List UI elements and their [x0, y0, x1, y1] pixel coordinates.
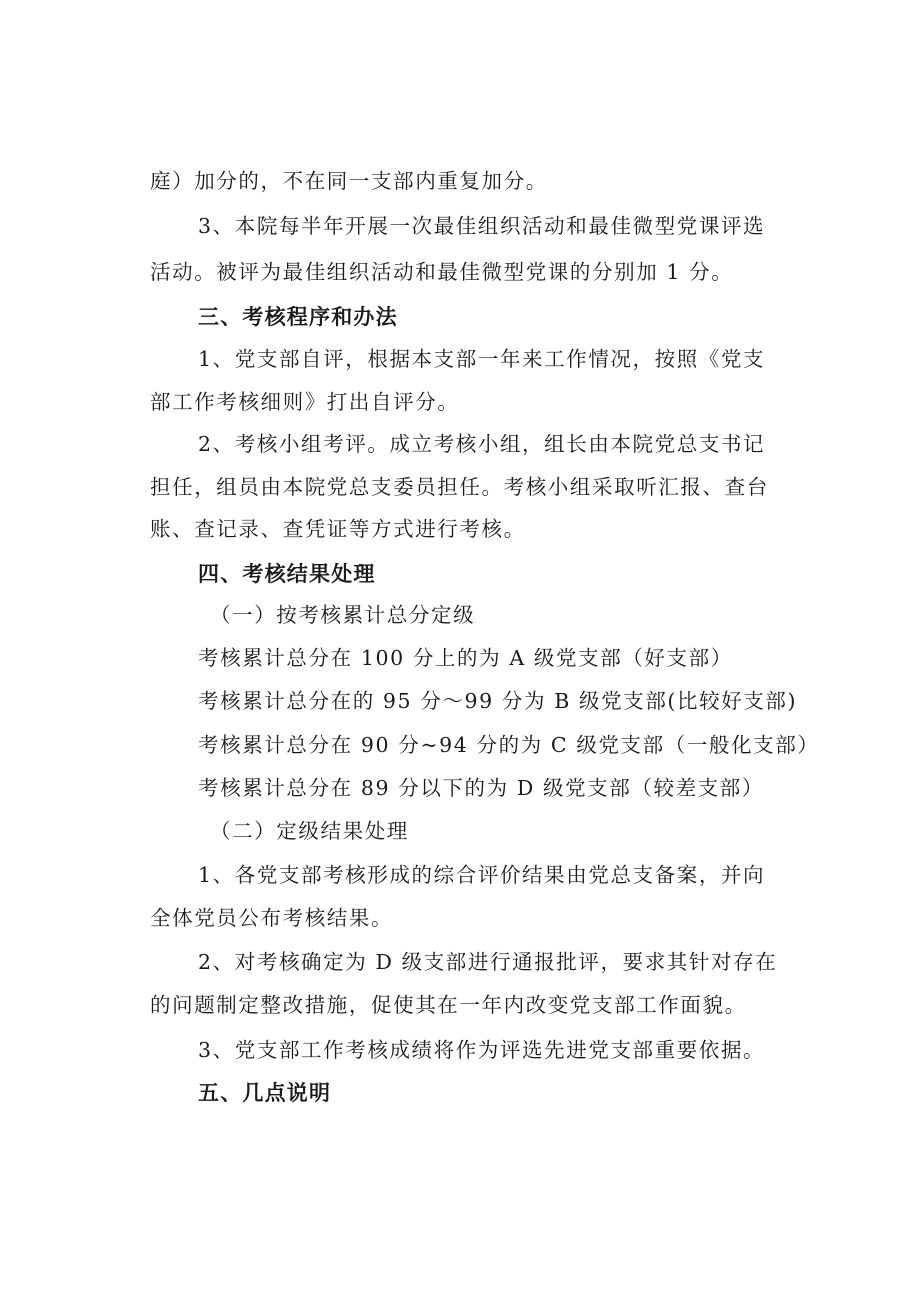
paragraph-line: 部工作考核细则》打出自评分。 [150, 390, 460, 414]
paragraph-line: 3、本院每半年开展一次最佳组织活动和最佳微型党课评选 [198, 214, 766, 238]
paragraph-line: 1、各党支部考核形成的综合评价结果由党总支备案，并向 [198, 863, 766, 887]
paragraph-line: 3、党支部工作考核成绩将作为评选先进党支部重要依据。 [198, 1038, 766, 1062]
section-heading: 三、考核程序和办法 [198, 305, 398, 329]
grade-line: 考核累计总分在 89 分以下的为 D 级党支部（较差支部） [198, 776, 764, 800]
section-heading: 四、考核结果处理 [198, 562, 376, 586]
paragraph-line: 1、党支部自评，根据本支部一年来工作情况，按照《党支 [198, 347, 766, 371]
paragraph-line: 2、对考核确定为 D 级支部进行通报批评，要求其针对存在 [198, 950, 778, 974]
grade-line: 考核累计总分在 100 分上的为 A 级党支部（好支部） [198, 646, 733, 670]
paragraph-line: 活动。被评为最佳组织活动和最佳微型党课的分别加 1 分。 [150, 260, 734, 284]
paragraph-line: 庭）加分的，不在同一支部内重复加分。 [150, 169, 548, 193]
grade-line: 考核累计总分在的 95 分～99 分为 B 级党支部(比较好支部) [198, 689, 798, 713]
paragraph-line: 2、考核小组考评。成立考核小组，组长由本院党总支书记 [198, 432, 766, 456]
subsection-heading: （二）定级结果处理 [210, 819, 409, 843]
grade-line: 考核累计总分在 90 分~94 分的为 C 级党支部（一般化支部） [198, 733, 820, 757]
paragraph-line: 账、查记录、查凭证等方式进行考核。 [150, 517, 526, 541]
paragraph-line: 全体党员公布考核结果。 [150, 906, 394, 930]
section-heading: 五、几点说明 [198, 1081, 332, 1105]
subsection-heading: （一）按考核累计总分定级 [210, 603, 476, 627]
paragraph-line: 担任，组员由本院党总支委员担任。考核小组采取听汇报、查台 [150, 475, 769, 499]
paragraph-line: 的问题制定整改措施，促使其在一年内改变党支部工作面貌。 [150, 993, 747, 1017]
